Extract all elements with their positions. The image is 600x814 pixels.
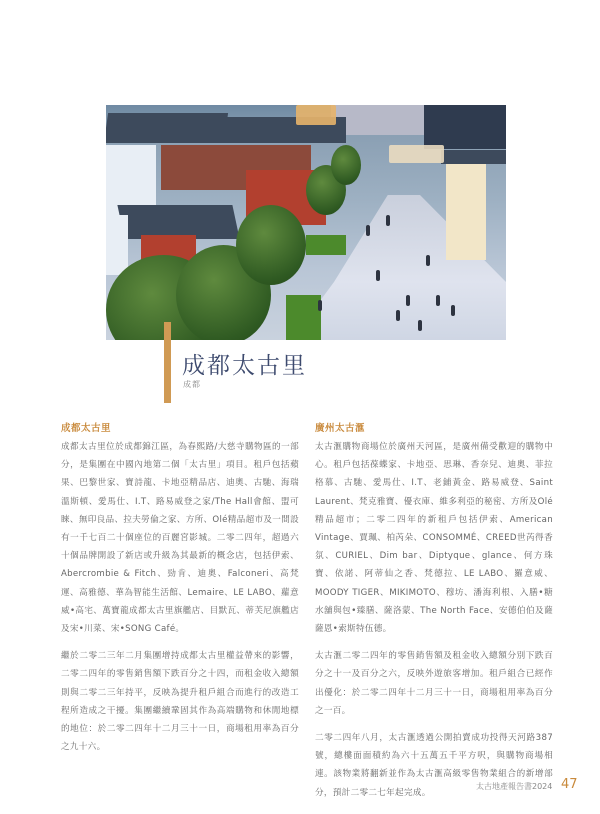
paragraph: 太古滙購物商場位於廣州天河區，是廣州備受歡迎的購物中心。租戶包括葆蝶家、卡地亞、思琳、香奈兒、迪奧、菲拉格慕、古馳、愛馬仕、I.T、老鋪黃金、路易威登、Saint Laurent、梵克雅寶、優衣庫、維多利亞的秘密、方所及Olé精品超市；二零二四年的新租戶包括伊索、American Vintage、賈珮、柏芮朵、CONSOMMÉ、CREED世芮得香氛、CURIEL、Dim bar、Diptyque、glance、何方珠寶、依諾、阿蒂仙之香、梵德拉、LE LABO、羅意威、MOODY TIGER、MIKIMOTO、穆坊、潘海利根、入膳•糖水舖與包•臻膳、薩洛蒙、The North Face、安德伯伯及薩薩恩•索斯特伍德。 (315, 442, 553, 635)
page-number: 47 (561, 777, 578, 792)
paragraph: 二零二四年八月，太古滙透過公開拍賣成功投得天河路387號，總樓面面積約為六十五萬五千平方呎，與購物商場相連。該物業將翻新並作為太古滙高級零售物業組合的新增部分，預計二零二七年起完成。 (315, 733, 553, 798)
report-title: 太古地產報告書2024 (476, 782, 553, 791)
pedestrian (396, 310, 400, 321)
arch-gate (389, 145, 444, 163)
right-column (315, 421, 553, 811)
caption-title: 成都太古里 (182, 353, 307, 379)
white-wall (106, 215, 128, 275)
lawn (306, 235, 346, 255)
pavilion-roof (441, 150, 506, 164)
paragraph: 太古滙二零二四年的零售銷售額及租金收入總額分別下跌百分之十一及百分之六，反映外遊旅客增加。租戶組合已經作出優化：於二零二四年十二月三十一日，商場租用率為百分之一百。 (315, 651, 553, 716)
lit-storefront (446, 160, 486, 260)
lawn (286, 295, 321, 340)
caption-subtitle: 成都 (183, 380, 201, 389)
pedestrian (451, 305, 455, 316)
pedestrian (418, 320, 422, 331)
pedestrian (406, 295, 410, 306)
tree (331, 145, 361, 185)
pedestrian (386, 215, 390, 226)
building-roof (424, 105, 506, 149)
section-heading-guangzhou: 廣州太古滙 (315, 423, 366, 434)
temple-roof (117, 205, 239, 239)
pedestrian (426, 255, 430, 266)
tree (236, 205, 306, 285)
paragraph: 成都太古里位於成都錦江區，為春熙路/大慈寺購物區的一部分，是集團在中國內地第二個「太古里」項目。租戶包括蘋果、巴黎世家、寶詩龍、卡地亞精品店、迪奧、古馳、海瑞溫斯頓、愛馬仕、I.T、路易威登之家/The Hall會館、盟可睞、無印良品、拉夫勞倫之家、方所、Olé精品超市及一間設有一千七百二十個座位的百麗宮影城。二零二四年，超過六十個品牌開設了新店或升級為其最新的概念店，包括伊索、Abercrombie & Fitch、勁肯、迪奧、Falconeri、高梵運、高雅德、華為智能生活館、Lemaire、LE LABO、蘿意威•高宅、萬寶龍成都太古里旗艦店、目默瓦、蒂芙尼旗艦店及宋•川菜、宋•SONG Café。 (61, 442, 299, 635)
pedestrian (376, 270, 380, 281)
pedestrian (318, 300, 322, 311)
caption-accent-bar (164, 322, 171, 403)
temple-roof (106, 113, 228, 143)
left-column (61, 421, 299, 765)
pedestrian (366, 225, 370, 236)
section-heading-chengdu: 成都太古里 (61, 423, 112, 434)
hero-photo (106, 105, 506, 340)
paragraph: 繼於二零二三年二月集團增持成都太古里權益帶來的影響，二零二四年的零售銷售額下跌百分之十四，而租金收入總額則與二零二三年持平，反映為提升租戶組合而進行的改造工程所造成之干擾。集團繼續鞏固其作為高端購物和休閒地標的地位：於二零二四年十二月三十一日，商場租用率為百分之九十六。 (61, 651, 299, 753)
warm-window-light (296, 105, 336, 125)
pedestrian (436, 295, 440, 306)
